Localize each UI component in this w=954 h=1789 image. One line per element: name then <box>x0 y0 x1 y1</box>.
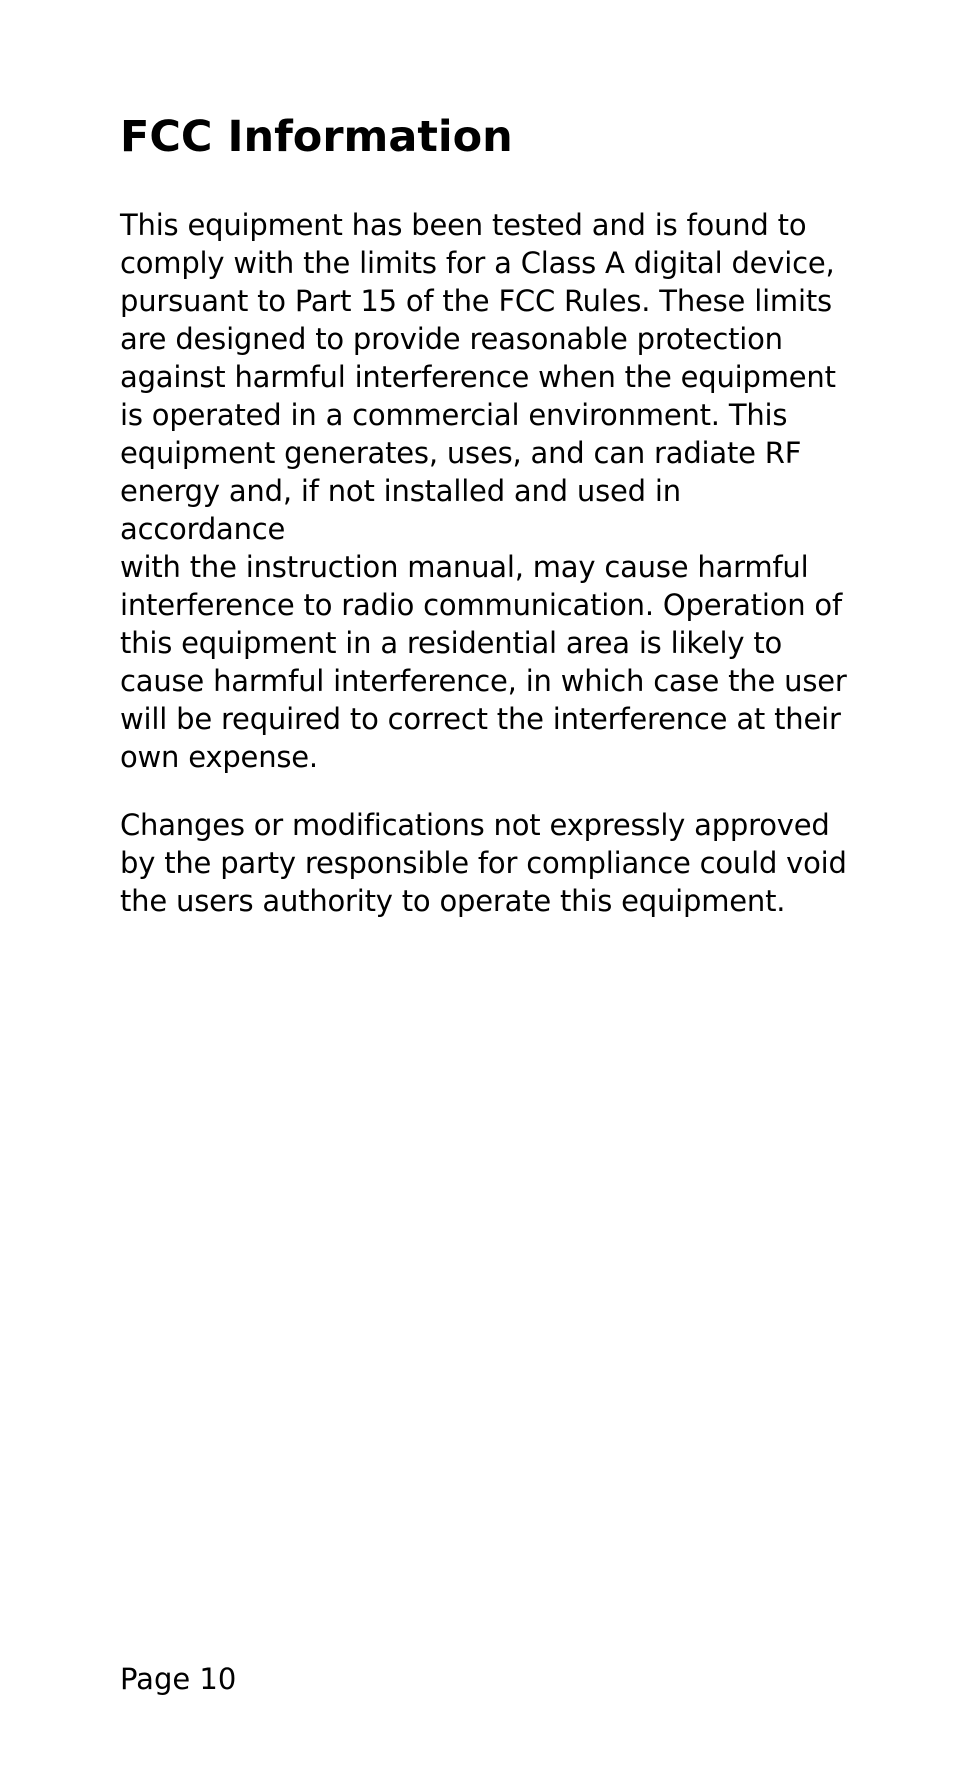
fcc-compliance-paragraph: This equipment has been tested and is found to comply with the limits for a Class A digital device, pursuant to Part 15 of the FCC Rules. These limits are designed to provide reasonable protection against harmful interference when the equipment is operated in a commercial environment. This equipment generates, uses, and can radiate RF energy and, if not installed and used in accordance with the instruction manual, may cause harmful interference to radio communication. Operation of this equipment in a residential area is likely to cause harmful interference, in which case the user will be required to correct the interference at their own expense. <box>120 208 847 774</box>
page-content <box>120 108 850 950</box>
modifications-warning-paragraph: Changes or modifications not expressly approved by the party responsible for compliance could void the users authority to operate this equipment. <box>120 808 847 918</box>
page-number: Page 10 <box>120 1662 237 1696</box>
page-title: FCC Information <box>120 112 513 162</box>
